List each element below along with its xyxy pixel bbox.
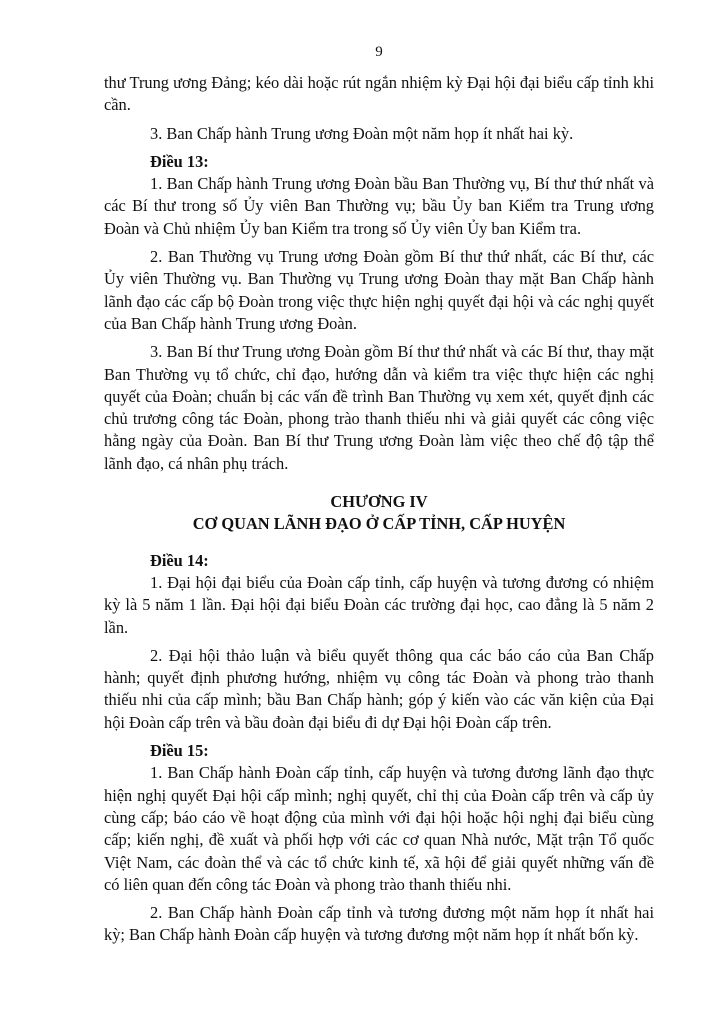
chapter-title: CƠ QUAN LÃNH ĐẠO Ở CẤP TỈNH, CẤP HUYỆN xyxy=(192,514,566,534)
article-14-heading: Điều 14: xyxy=(150,550,209,570)
paragraph-15-2: 2. Ban Chấp hành Đoàn cấp tỉnh và tương đương một năm họp ít nhất hai kỳ; Ban Chấp hành Đoàn cấp huyện và tương đương một năm họp ít nhất bốn kỳ. xyxy=(104,903,654,945)
paragraph-13-1: 1. Ban Chấp hành Trung ương Đoàn bầu Ban Thường vụ, Bí thư thứ nhất và các Bí thư trong số Ủy viên Ban Thường vụ; bầu Ủy ban Kiểm tra Trung ương Đoàn và Chủ nhiệm Ủy ban Kiểm tra trong số Ủy viên Ủy ban Kiểm tra. xyxy=(104,174,654,238)
paragraph-13-3: 3. Ban Bí thư Trung ương Đoàn gồm Bí thư thứ nhất và các Bí thư, thay mặt Ban Thường vụ tổ chức, chỉ đạo, hướng dẫn và kiểm tra việc thực hiện các nghị quyết của Đoàn; chuẩn bị các vấn đề trình Ban Thường vụ xem xét, quyết định các chủ trương công tác Đoàn, phong trào thanh thiếu nhi và giải quyết các công việc hằng ngày của Đoàn. Ban Bí thư Trung ương Đoàn làm việc theo chế độ tập thể lãnh đạo, cá nhân phụ trách. xyxy=(104,342,654,473)
paragraph-continuation: thư Trung ương Đảng; kéo dài hoặc rút ngắn nhiệm kỳ Đại hội đại biểu cấp tỉnh khi cần. xyxy=(104,73,654,115)
paragraph-14-2: 2. Đại hội thảo luận và biểu quyết thông qua các báo cáo của Ban Chấp hành; quyết định phương hướng, nhiệm vụ công tác Đoàn và phong trào thanh thiếu nhi của cấp mình; bầu Ban Chấp hành; góp ý kiến vào các văn kiện của Đại hội Đoàn cấp trên và bầu đoàn đại biểu đi dự Đại hội Đoàn cấp trên. xyxy=(104,645,654,732)
paragraph-15-1: 1. Ban Chấp hành Đoàn cấp tỉnh, cấp huyện và tương đương lãnh đạo thực hiện nghị quyết Đại hội cấp mình; nghị quyết, chỉ thị của Đoàn cấp trên và cấp ủy cùng cấp; báo cáo về hoạt động của mình với đại hội hoặc hội nghị đại biểu cùng cấp; kiến nghị, đề xuất và phối hợp với các cơ quan Nhà nước, Mặt trận Tổ quốc Việt Nam, các đoàn thể và các tổ chức kinh tế, xã hội để giải quyết những vấn đề có liên quan đến công tác Đoàn và phong trào thanh thiếu nhi. xyxy=(104,763,654,894)
paragraph-14-1: 1. Đại hội đại biểu của Đoàn cấp tỉnh, cấp huyện và tương đương có nhiệm kỳ là 5 năm 1 lần. Đại hội đại biểu Đoàn các trường đại học, cao đẳng là 5 năm 2 lần. xyxy=(104,572,654,637)
paragraph-13-2: 2. Ban Thường vụ Trung ương Đoàn gồm Bí thư thứ nhất, các Bí thư, các Ủy viên Thường vụ. Ban Thường vụ Trung ương Đoàn thay mặt Ban Chấp hành lãnh đạo các cấp bộ Đoàn trong việc thực hiện nghị quyết đại hội và các nghị quyết của Ban Chấp hành Trung ương Đoàn. xyxy=(104,247,654,333)
paragraph-12-3: 3. Ban Chấp hành Trung ương Đoàn một năm họp ít nhất hai kỳ. xyxy=(150,123,574,143)
article-15-heading: Điều 15: xyxy=(150,741,209,761)
page-number: 9 xyxy=(375,44,383,60)
document-body xyxy=(104,72,654,947)
article-13-heading: Điều 13: xyxy=(150,151,209,171)
chapter-number: CHƯƠNG IV xyxy=(330,492,428,512)
